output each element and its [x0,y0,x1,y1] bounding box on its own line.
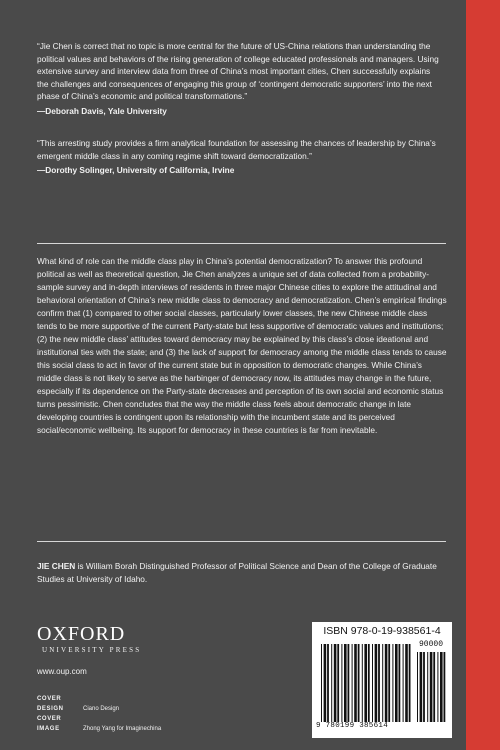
publisher-url: www.oup.com [37,667,87,676]
divider-top [37,243,446,244]
divider-bottom [37,541,446,542]
quotes-section [37,40,442,176]
credit-image-value: Zhong Yang for Imaginechina [83,726,162,732]
publisher-logo-subtitle: UNIVERSITY PRESS [42,646,142,654]
barcode-digits: 9 780199 385614 [316,722,389,730]
barcode-main-icon [320,644,414,724]
quote-1-attribution: —Deborah Davis, Yale University [37,105,167,116]
author-bio-text: is William Borah Distinguished Professor of Political Science and Dean of the College of Graduate Studies at University of Idaho. [37,561,437,584]
publisher-logo: OXFORD [37,623,126,645]
book-description: What kind of role can the middle class play in China’s potential democratization? To answer this profound political as well as theoretical question, Jie Chen analyzes a unique set of data collected from a probability-sample survey and in-depth interviews of residents in three major Chinese cities to explore the attitudinal and behavioral orientation of China’s new middle class to democracy and democratization. Chen’s empirical findings confirm that (1) compared to other social classes, particularly lower classes, the new Chinese middle class tends to be more supportive of the current Party-state but less supportive of democratic values and institutions; (2) the new middle class’ attitudes toward democracy may be explained by this class’s close ideational and institutional ties with the state; and (3) the lack of support for democracy among the middle class tends to cause this social class to act in favor of the current state but in opposition to democratic changes. While China’s middle class is not likely to serve as the harbinger of democracy now, its attitudes may change in the future, especially if its dependence on the Party-state decreases and perception of its own social and economic status turns pessimistic. Chen concludes that the way the middle class feels about democratic change in late developing countries is contingent upon its relationship with the incumbent state and its perceived social/economic wellbeing. Its support for democracy in these countries is far from inevitable. [37,256,447,435]
isbn-label: ISBN 978-0-19-938561-4 [323,625,441,637]
quote-1-text: “Jie Chen is correct that no topic is more central for the future of US-China relations than understanding the political values and behaviors of the rising generation of college educated professionals and managers. Using extensive survey and interview data from three of China’s most important cities, Chen successfully explains the challenges and consequences of engaging this group of ‘contingent democratic supporters’ into the next phase of China’s economic and political transformations.” [37,41,439,102]
quote-2-text: “This arresting study provides a firm analytical foundation for assessing the chances of leadership by China’s emergent middle class in any coming regime shift toward democratization.” [37,137,436,161]
red-spine-strip [466,0,500,750]
credit-design-label: COVER DESIGN [37,696,64,712]
barcode-addon-digits: 90000 [418,640,443,649]
author-bio [37,560,442,586]
credit-design-value: Ciano Design [83,706,120,712]
credit-image [37,714,161,734]
author-name: JIE CHEN [37,561,76,571]
cover-credits [37,694,161,734]
quote-2-attribution: —Dorothy Solinger, University of California, Irvine [37,165,235,176]
barcode-addon-icon [416,652,446,724]
credit-design [37,694,161,714]
credit-image-label: COVER IMAGE [37,716,62,732]
barcode-box [312,622,452,738]
